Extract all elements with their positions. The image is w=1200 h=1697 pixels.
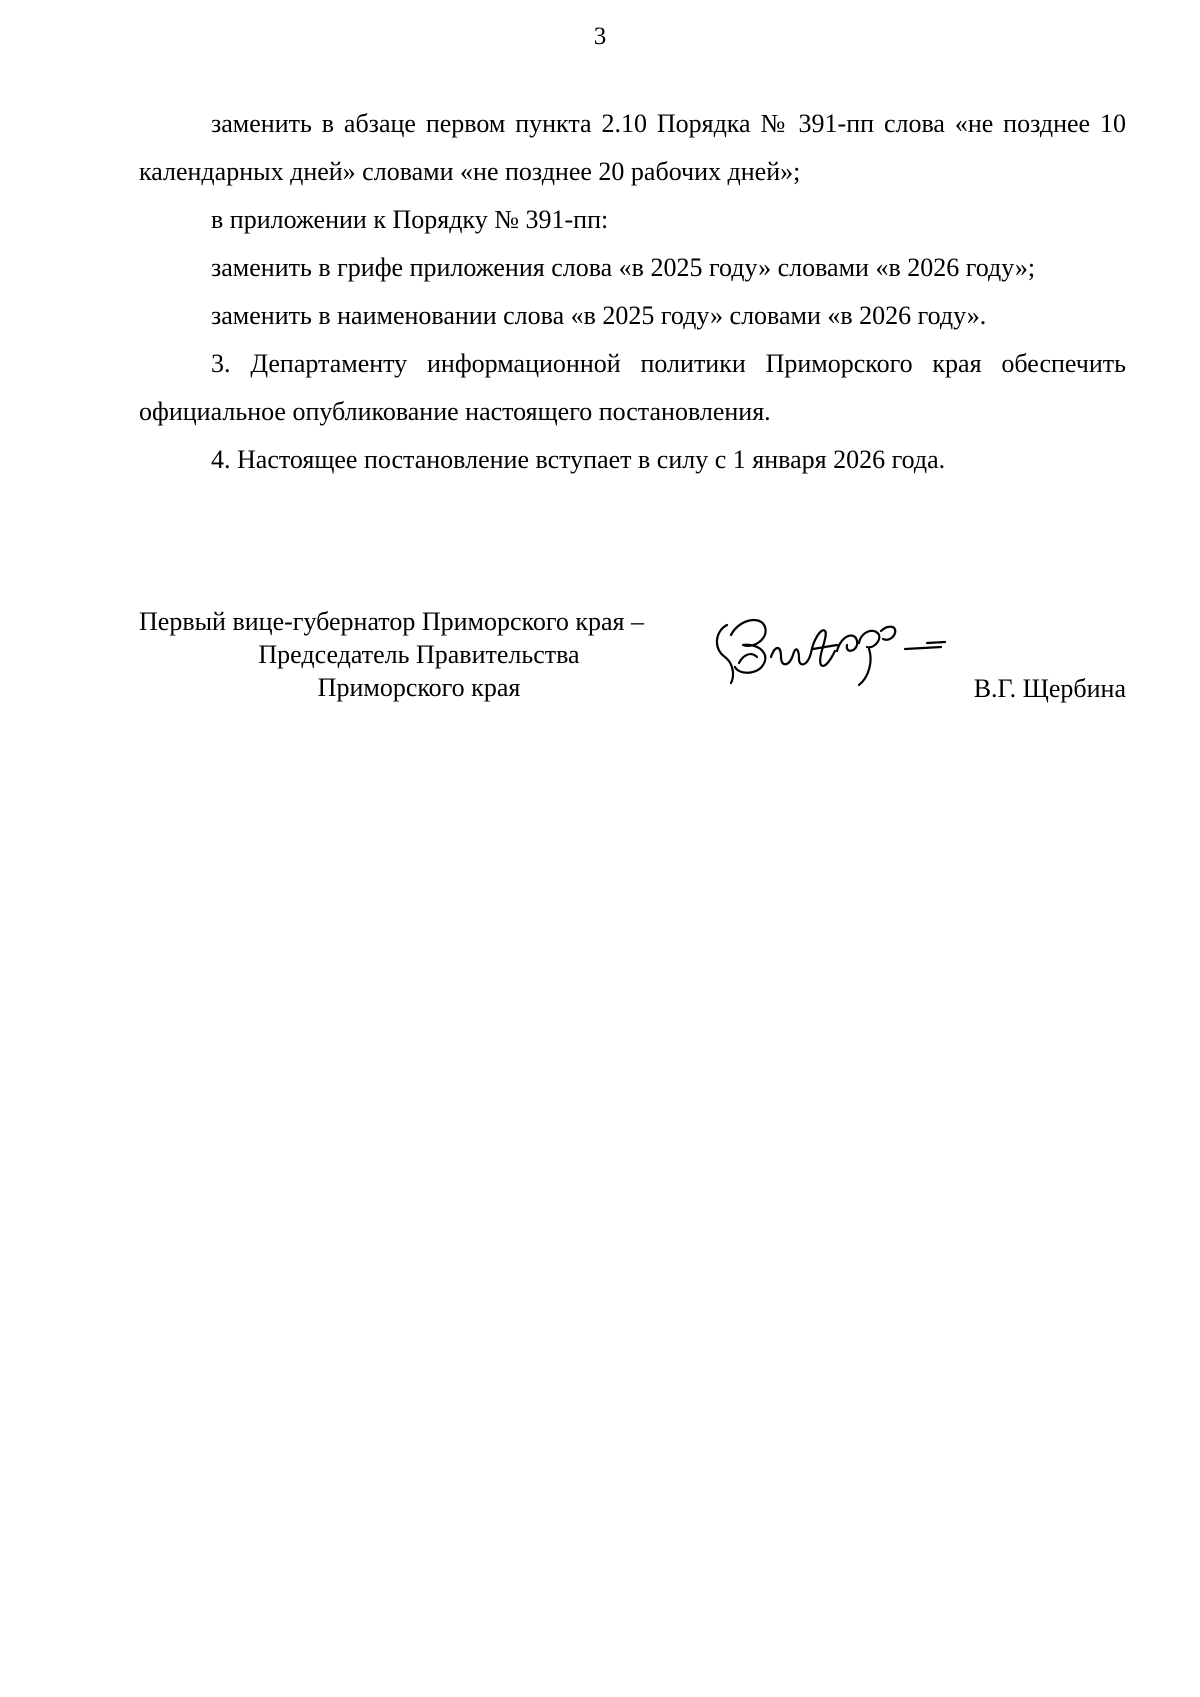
paragraph-replace-title: заменить в наименовании слова «в 2025 году» словами «в 2026 году». xyxy=(211,301,987,330)
signatory-name: В.Г. Щербина xyxy=(973,674,1126,703)
paragraph-appendix-intro: в приложении к Порядку № 391-пп: xyxy=(211,205,609,234)
paragraph-item-3: 3. Департаменту информационной политики Приморского края обеспечить официальное опубликование настоящего постановления. xyxy=(139,349,1126,426)
paragraph-replace-stamp: заменить в грифе приложения слова «в 2025 году» словами «в 2026 году»; xyxy=(211,253,1036,282)
signatory-title-line-2: Председатель Правительства xyxy=(258,640,580,669)
page-number: 3 xyxy=(593,23,607,50)
paragraph-replace-deadline: заменить в абзаце первом пункта 2.10 Порядка № 391-пп слова «не позднее 10 календарных дней» словами «не позднее 20 рабочих дней»; xyxy=(139,109,1126,186)
signatory-title-line-1: Первый вице-губернатор Приморского края – xyxy=(139,607,644,636)
signatory-title-line-3: Приморского края xyxy=(317,673,521,702)
signature-block xyxy=(139,605,1126,715)
paragraph-item-4: 4. Настоящее постановление вступает в силу с 1 января 2026 года. xyxy=(211,445,946,474)
document-body xyxy=(139,100,1126,484)
handwritten-signature-icon xyxy=(709,605,949,705)
signatory-title xyxy=(139,605,699,704)
